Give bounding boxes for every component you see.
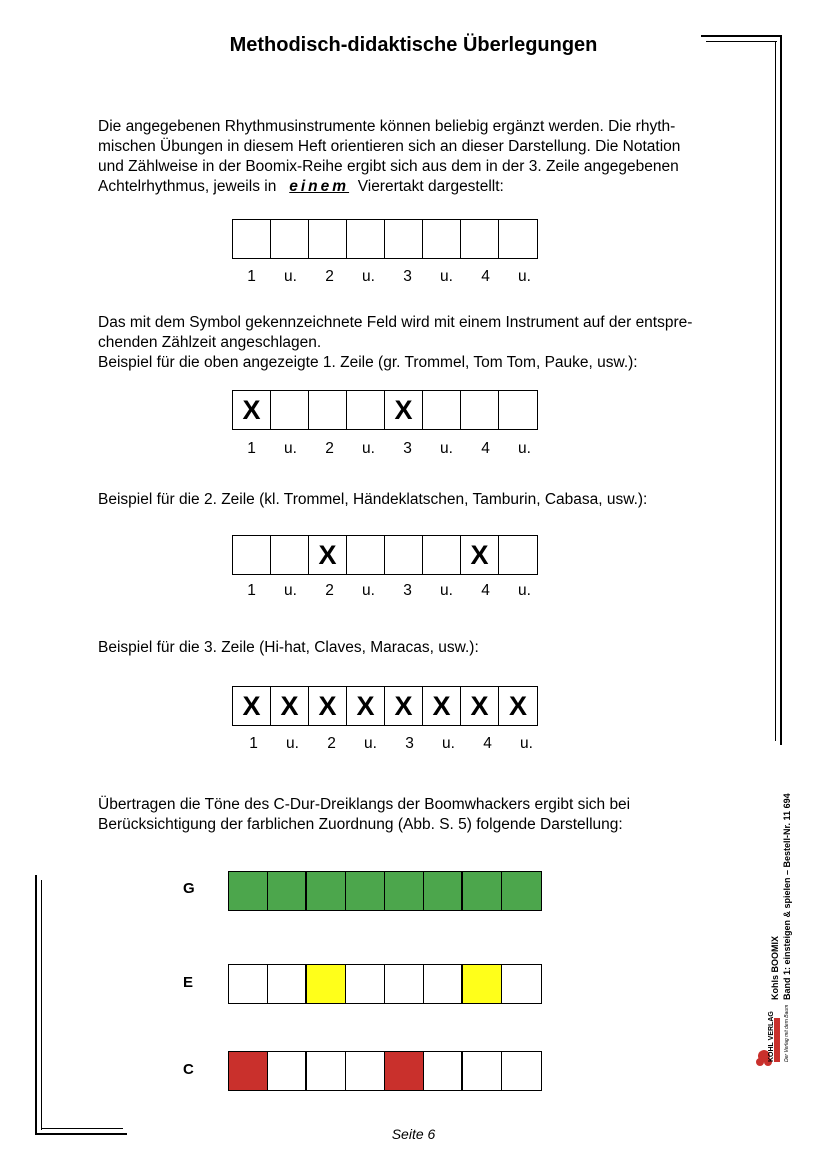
color-cell xyxy=(307,965,346,1003)
page-title: Methodisch-didaktische Überlegungen xyxy=(229,34,598,56)
count-row xyxy=(232,582,544,600)
count-label: u. xyxy=(286,735,299,752)
logo-tagline: Der Verlag mit dem Baum xyxy=(784,1004,790,1062)
count-label: u. xyxy=(520,735,533,752)
paragraph-line: chenden Zählzeit angeschlagen. xyxy=(98,334,322,351)
grid-cell xyxy=(385,220,423,258)
color-grid-g xyxy=(228,871,542,911)
rhythm-grid-row2 xyxy=(232,535,538,575)
color-cell xyxy=(268,1052,307,1090)
intro-line4-pre: Achtelrhythmus, jeweils in xyxy=(98,178,277,195)
grid-cell xyxy=(385,536,423,574)
count-row xyxy=(232,440,544,458)
grid-cell: X xyxy=(309,687,347,725)
color-cell xyxy=(385,1052,424,1090)
intro-paragraph xyxy=(98,117,758,197)
count-label: 2 xyxy=(325,440,334,457)
intro-line: und Zählweise in der Boomix-Reihe ergibt sich aus dem in der 3. Zeile angegebenen xyxy=(98,158,679,175)
color-grid-c xyxy=(228,1051,542,1091)
color-cell xyxy=(346,1052,385,1090)
color-cell xyxy=(346,872,385,910)
rhythm-grid-empty xyxy=(232,219,538,259)
count-label: u. xyxy=(362,582,375,599)
grid-cell: X xyxy=(385,391,423,429)
grid-cell xyxy=(499,391,537,429)
color-cell xyxy=(385,872,424,910)
color-cell xyxy=(268,965,307,1003)
grid-cell xyxy=(347,536,385,574)
color-cell xyxy=(307,872,346,910)
color-cell xyxy=(307,1052,346,1090)
count-label: u. xyxy=(440,440,453,457)
grid-cell xyxy=(499,220,537,258)
color-cell xyxy=(502,1052,541,1090)
paragraph-line: Übertragen die Töne des C-Dur-Dreiklangs der Boomwhackers ergibt sich bei xyxy=(98,796,631,813)
count-label: 4 xyxy=(481,440,490,457)
count-label: u. xyxy=(518,582,531,599)
grid-cell xyxy=(271,391,309,429)
color-cell xyxy=(463,872,502,910)
note-label-e: E xyxy=(183,974,194,991)
grid-cell xyxy=(423,536,461,574)
grid-cell xyxy=(309,220,347,258)
side-band: Band 1: einsteigen & spielen – Bestell-Nr. 11 694 xyxy=(782,793,792,1000)
count-label: u. xyxy=(362,268,375,285)
grid-cell xyxy=(461,391,499,429)
count-label: u. xyxy=(362,440,375,457)
color-cell xyxy=(502,965,541,1003)
count-label: 2 xyxy=(325,582,334,599)
intro-line4-emph: einem xyxy=(289,178,350,195)
color-cell xyxy=(463,1052,502,1090)
note-label-c: C xyxy=(183,1061,194,1078)
grid-cell xyxy=(347,220,385,258)
grid-cell: X xyxy=(385,687,423,725)
grid-cell: X xyxy=(347,687,385,725)
grid-cell xyxy=(233,536,271,574)
grid-cell xyxy=(461,220,499,258)
count-label: 1 xyxy=(247,582,256,599)
color-cell xyxy=(346,965,385,1003)
logo-name: KOHL VERLAG xyxy=(768,1011,775,1062)
color-cell xyxy=(229,1052,268,1090)
count-label: 3 xyxy=(403,582,412,599)
count-row xyxy=(232,268,544,286)
paragraph-line: Das mit dem Symbol gekennzeichnete Feld wird mit einem Instrument auf der entspre- xyxy=(98,314,693,331)
grid-cell xyxy=(309,391,347,429)
count-label: 3 xyxy=(403,268,412,285)
corner-line-top xyxy=(701,35,782,37)
count-label: 4 xyxy=(481,268,490,285)
color-cell xyxy=(229,965,268,1003)
grid-cell xyxy=(423,220,461,258)
example3-text: Beispiel für die 3. Zeile (Hi-hat, Claves, Maracas, usw.): xyxy=(98,639,479,656)
count-label: u. xyxy=(442,735,455,752)
side-series: Kohls BOOMIX xyxy=(770,935,780,1000)
grid-cell xyxy=(423,391,461,429)
color-grid-e xyxy=(228,964,542,1004)
grid-cell xyxy=(347,391,385,429)
grid-cell: X xyxy=(271,687,309,725)
count-label: u. xyxy=(518,268,531,285)
count-label: 4 xyxy=(481,582,490,599)
color-cell xyxy=(385,965,424,1003)
boomwhackers-paragraph xyxy=(98,795,758,835)
count-label: u. xyxy=(284,440,297,457)
paragraph-line: Berücksichtigung der farblichen Zuordnung (Abb. S. 5) folgende Darstellung: xyxy=(98,816,623,833)
example2-text: Beispiel für die 2. Zeile (kl. Trommel, Händeklatschen, Tamburin, Cabasa, usw.): xyxy=(98,491,648,508)
count-label: u. xyxy=(518,440,531,457)
color-cell xyxy=(229,872,268,910)
page-number: Seite 6 xyxy=(391,1126,436,1142)
grid-cell xyxy=(271,536,309,574)
count-label: 3 xyxy=(405,735,414,752)
note-label-g: G xyxy=(183,880,195,897)
corner-line-right-inner xyxy=(775,41,776,741)
color-cell xyxy=(424,872,463,910)
count-label: 2 xyxy=(327,735,336,752)
color-cell xyxy=(424,1052,463,1090)
grid-cell: X xyxy=(461,536,499,574)
grid-cell xyxy=(233,220,271,258)
symbol-paragraph xyxy=(98,313,758,373)
count-label: u. xyxy=(284,582,297,599)
grid-cell: X xyxy=(508,690,527,721)
count-label: 1 xyxy=(249,735,258,752)
color-cell xyxy=(463,965,502,1003)
grid-cell xyxy=(499,536,537,574)
count-row xyxy=(234,735,546,753)
count-label: u. xyxy=(284,268,297,285)
grid-cell: X xyxy=(233,687,271,725)
corner-line-left xyxy=(35,875,37,1135)
intro-line: mischen Übungen in diesem Heft orientieren sich an dieser Darstellung. Die Notation xyxy=(98,138,681,155)
color-cell xyxy=(424,965,463,1003)
count-label: 1 xyxy=(247,268,256,285)
rhythm-grid-row1 xyxy=(232,390,538,430)
paragraph-line: Beispiel für die oben angezeigte 1. Zeile (gr. Trommel, Tom Tom, Pauke, usw.): xyxy=(98,354,638,371)
grid-cell: X xyxy=(423,687,461,725)
count-label: 2 xyxy=(325,268,334,285)
corner-line-top-inner xyxy=(706,41,777,42)
grid-cell: X xyxy=(461,687,499,725)
intro-line xyxy=(98,177,758,197)
color-cell xyxy=(268,872,307,910)
count-label: u. xyxy=(440,268,453,285)
count-label: 1 xyxy=(247,440,256,457)
count-label: 3 xyxy=(403,440,412,457)
count-label: u. xyxy=(364,735,377,752)
grid-cell: X xyxy=(309,536,347,574)
rhythm-grid-row3 xyxy=(232,686,538,726)
intro-line: Die angegebenen Rhythmusinstrumente können beliebig ergänzt werden. Die rhyth- xyxy=(98,118,676,135)
grid-cell xyxy=(271,220,309,258)
intro-line4-post: Vierertakt dargestellt: xyxy=(357,178,504,195)
corner-line-right xyxy=(780,35,782,745)
corner-line-left-inner xyxy=(41,880,42,1130)
count-label: u. xyxy=(440,582,453,599)
count-label: 4 xyxy=(483,735,492,752)
grid-cell: X xyxy=(233,391,271,429)
color-cell xyxy=(502,872,541,910)
